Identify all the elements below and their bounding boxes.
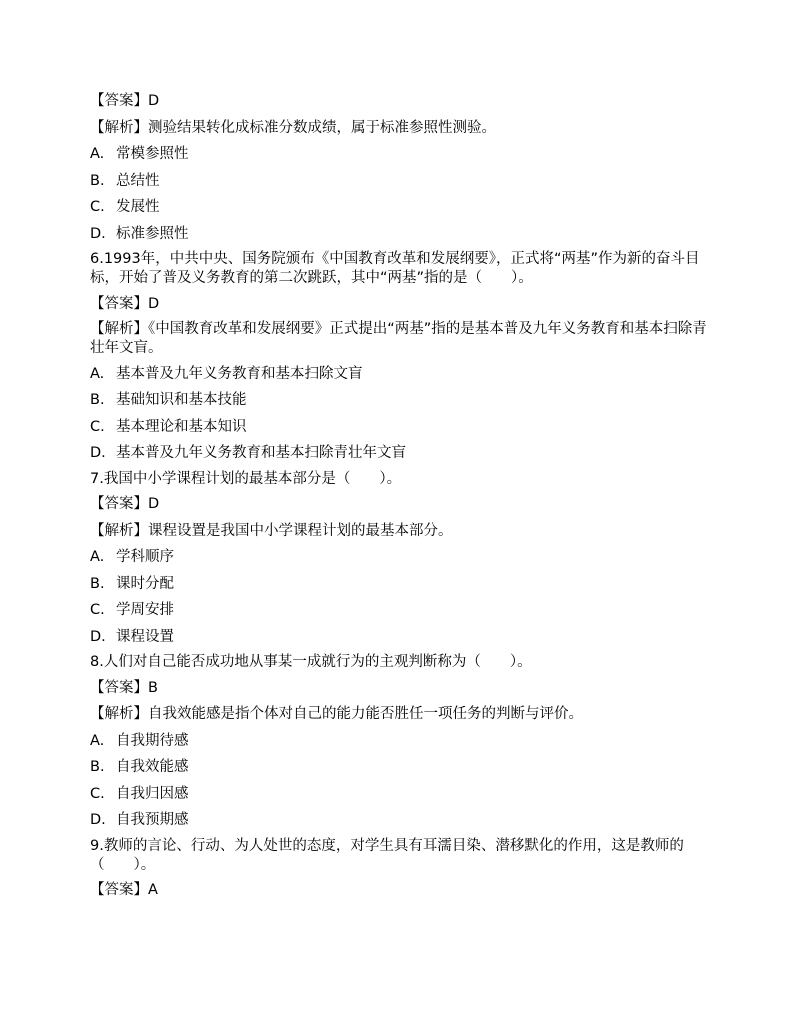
answer-tag: 【答案】 — [90, 496, 148, 512]
option-letter: B. — [90, 172, 105, 189]
analysis-line — [90, 320, 710, 358]
option-item — [90, 197, 710, 218]
option-text: 自我预期感 — [116, 812, 189, 828]
option-letter: A. — [90, 732, 105, 749]
option-letter: C. — [90, 602, 105, 618]
option-letter: D. — [90, 628, 106, 645]
option-letter: B. — [90, 575, 105, 592]
option-text: 标准参照性 — [116, 225, 189, 242]
question-stem — [90, 653, 710, 672]
analysis-line — [90, 521, 710, 542]
analysis-text: 课程设置是我国中小学课程计划的最基本部分。 — [148, 522, 453, 539]
question-stem — [90, 837, 710, 875]
answer-line — [90, 294, 710, 315]
option-text: 基础知识和基本技能 — [116, 392, 247, 408]
option-item — [90, 443, 710, 464]
question-stem — [90, 250, 710, 288]
analysis-tag: 【解析】 — [90, 321, 148, 337]
option-letter: A. — [90, 365, 105, 382]
option-text: 自我效能感 — [116, 759, 189, 775]
option-text: 学周安排 — [116, 602, 174, 618]
option-item — [90, 417, 710, 438]
option-letter: B. — [90, 392, 105, 408]
option-letter: D. — [90, 225, 106, 242]
option-item — [90, 574, 710, 595]
answer-value: B — [148, 679, 158, 696]
answer-line — [90, 494, 710, 515]
answer-value: A — [148, 882, 158, 898]
question-text: 8.人们对自己能否成功地从事某一成就行为的主观判断称为（ ）。 — [90, 654, 532, 670]
option-text: 基本理论和基本知识 — [116, 418, 247, 435]
option-item — [90, 390, 710, 411]
option-letter: D. — [90, 445, 106, 461]
answer-tag: 【答案】 — [90, 679, 148, 696]
analysis-tag: 【解析】 — [90, 706, 148, 722]
option-item — [90, 731, 710, 752]
analysis-text: 《中国教育改革和发展纲要》正式提出“两基”指的是基本普及九年义务教育和基本扫除青壮年文盲。 — [90, 321, 707, 356]
option-item — [90, 171, 710, 192]
option-item — [90, 364, 710, 385]
option-text: 课时分配 — [116, 575, 174, 592]
answer-tag: 【答案】 — [90, 295, 148, 312]
analysis-line — [90, 118, 710, 139]
analysis-tag: 【解析】 — [90, 119, 148, 136]
question-text: 7.我国中小学课程计划的最基本部分是（ ）。 — [90, 470, 402, 487]
answer-line — [90, 678, 710, 699]
question-text: 9.教师的言论、行动、为人处世的态度，对学生具有耳濡目染、潜移默化的作用，这是教师的（ ）。 — [90, 837, 684, 873]
option-letter: C. — [90, 785, 105, 802]
option-item — [90, 144, 710, 165]
option-letter: D. — [90, 812, 106, 828]
question-stem — [90, 470, 710, 489]
option-text: 常模参照性 — [116, 146, 189, 162]
option-letter: C. — [90, 418, 105, 435]
answer-value: D — [148, 295, 160, 312]
option-text: 总结性 — [116, 172, 160, 189]
option-text: 学科顺序 — [116, 549, 174, 565]
option-item — [90, 784, 710, 805]
answer-line — [90, 91, 710, 112]
option-text: 基本普及九年义务教育和基本扫除文盲 — [116, 365, 363, 382]
option-item — [90, 810, 710, 831]
option-letter: A. — [90, 549, 105, 565]
option-item — [90, 757, 710, 778]
option-text: 基本普及九年义务教育和基本扫除青壮年文盲 — [116, 445, 406, 461]
option-item — [90, 547, 710, 568]
option-letter: B. — [90, 759, 105, 775]
option-letter: A. — [90, 146, 105, 162]
option-text: 自我期待感 — [116, 732, 189, 749]
answer-value: D — [148, 93, 160, 109]
option-item — [90, 600, 710, 621]
option-text: 自我归因感 — [116, 785, 189, 802]
answer-value: D — [148, 496, 160, 512]
answer-tag: 【答案】 — [90, 93, 148, 109]
answer-line — [90, 880, 710, 901]
answer-tag: 【答案】 — [90, 882, 148, 898]
analysis-text: 测验结果转化成标准分数成绩，属于标准参照性测验。 — [148, 119, 496, 136]
analysis-tag: 【解析】 — [90, 522, 148, 539]
analysis-text: 自我效能感是指个体对自己的能力能否胜任一项任务的判断与评价。 — [148, 706, 583, 722]
question-text: 6.1993年，中共中央、国务院颁布《中国教育改革和发展纲要》，正式将“两基”作为新的奋斗目标，开始了普及义务教育的第二次跳跃，其中“两基”指的是（ ）。 — [90, 251, 700, 286]
option-letter: C. — [90, 199, 105, 215]
option-item — [90, 224, 710, 245]
document-page — [90, 91, 710, 907]
option-item — [90, 627, 710, 648]
analysis-line — [90, 704, 710, 725]
option-text: 发展性 — [116, 199, 160, 215]
option-text: 课程设置 — [116, 628, 174, 645]
